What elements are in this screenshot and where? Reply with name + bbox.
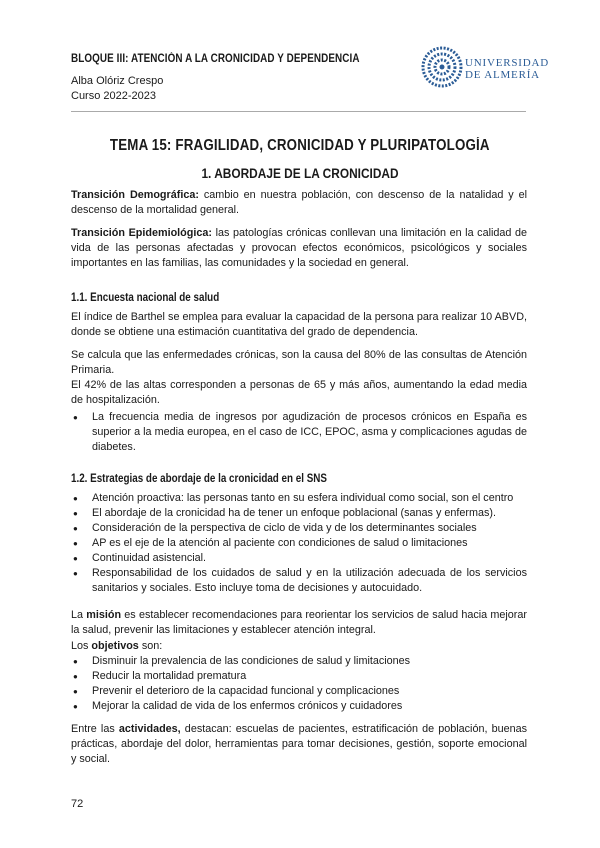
subsection-heading-estrategias: 1.2. Estrategias de abordaje de la cronicidad en el SNS — [71, 471, 327, 485]
paragraph-altas: El 42% de las altas corresponden a personas de 65 y más años, aumentando la edad media de hospitalización. — [71, 379, 527, 406]
list-item: ● AP es el eje de la atención al paciente con condiciones de salud o limitaciones — [71, 536, 527, 551]
list-item: ● El abordaje de la cronicidad ha de tener un enfoque poblacional (sanas y enfermas). — [71, 506, 527, 521]
paragraph-transicion-epidemiologica: Transición Epidemiológica: las patologías crónicas conllevan una limitación en la calidad de vida de las personas afectadas y provocan efectos económicos, psicológicos y sociales importantes en las familias, las comunidades y la sociedad en general. — [71, 227, 527, 269]
list-item: ● La frecuencia media de ingresos por agudización de procesos crónicos en España es superior a la media europea, en el caso de ICC, EPOC, asma y complicaciones agudas de diabetes. — [71, 410, 527, 455]
page-title: TEMA 15: FRAGILIDAD, CRONICIDAD Y PLURIPATOLOGÍA — [110, 137, 490, 154]
bullet-list-objetivos — [71, 654, 527, 714]
list-item: ● Disminuir la prevalencia de las condiciones de salud y limitaciones — [71, 654, 527, 669]
list-item: ● Reducir la mortalidad prematura — [71, 669, 527, 684]
list-item: ● Responsabilidad de los cuidados de salud y en la utilización adecuada de los servicios sanitarios y sociales. Esto incluye toma de decisiones y autocuidado. — [71, 566, 527, 596]
header-block-title: BLOQUE III: ATENCIÓN A LA CRONICIDAD Y DEPENDENCIA — [71, 53, 360, 65]
paragraph-barthel: El índice de Barthel se emplea para evaluar la capacidad de la persona para realizar 10 ABVD, donde se obtiene una estimación cuantitativa del grado de dependencia. — [71, 311, 527, 338]
list-item: ● Prevenir el deterioro de la capacidad funcional y complicaciones — [71, 684, 527, 699]
paragraph-mision: La misión es establecer recomendaciones para reorientar los servicios de salud hacia mejorar la salud, prevenir las limitaciones y establecer atención integral. — [71, 609, 527, 636]
university-seal-icon — [419, 44, 549, 90]
header-author: Alba Olóriz Crespo — [71, 75, 164, 87]
logo-line2: DE ALMERÍA — [465, 69, 540, 81]
header-divider — [71, 111, 526, 112]
logo-line1: UNIVERSIDAD — [465, 57, 549, 69]
paragraph-transicion-demografica: Transición Demográfica: cambio en nuestra población, con descenso de la natalidad y el descenso de la mortalidad general. — [71, 189, 528, 216]
list-item: ● Continuidad asistencial. — [71, 551, 527, 566]
paragraph-objetivos-intro: Los objetivos son: — [71, 640, 163, 652]
list-item: ● Mejorar la calidad de vida de los enfermos crónicos y cuidadores — [71, 699, 527, 714]
bullet-list-estrategias — [71, 491, 527, 596]
subsection-heading-encuesta: 1.1. Encuesta nacional de salud — [71, 290, 220, 304]
list-item: ● Consideración de la perspectiva de ciclo de vida y de los determinantes sociales — [71, 521, 527, 536]
bullet-list-ingresos — [71, 410, 527, 455]
header-course: Curso 2022-2023 — [71, 90, 157, 102]
list-item: ● Atención proactiva: las personas tanto en su esfera individual como social, son el centro — [71, 491, 527, 506]
paragraph-actividades: Entre las actividades, destacan: escuelas de pacientes, estratificación de población, buenas prácticas, abordaje del dolor, herramientas para tomar decisiones, gestión, soporte emocional y social. — [71, 723, 527, 765]
section-heading-1: 1. ABORDAJE DE LA CRONICIDAD — [201, 166, 399, 181]
page-number: 72 — [71, 798, 84, 810]
university-logo — [419, 44, 549, 90]
paragraph-enfermedades-cronicas: Se calcula que las enfermedades crónicas, son la causa del 80% de las consultas de Atención Primaria. — [71, 349, 527, 376]
